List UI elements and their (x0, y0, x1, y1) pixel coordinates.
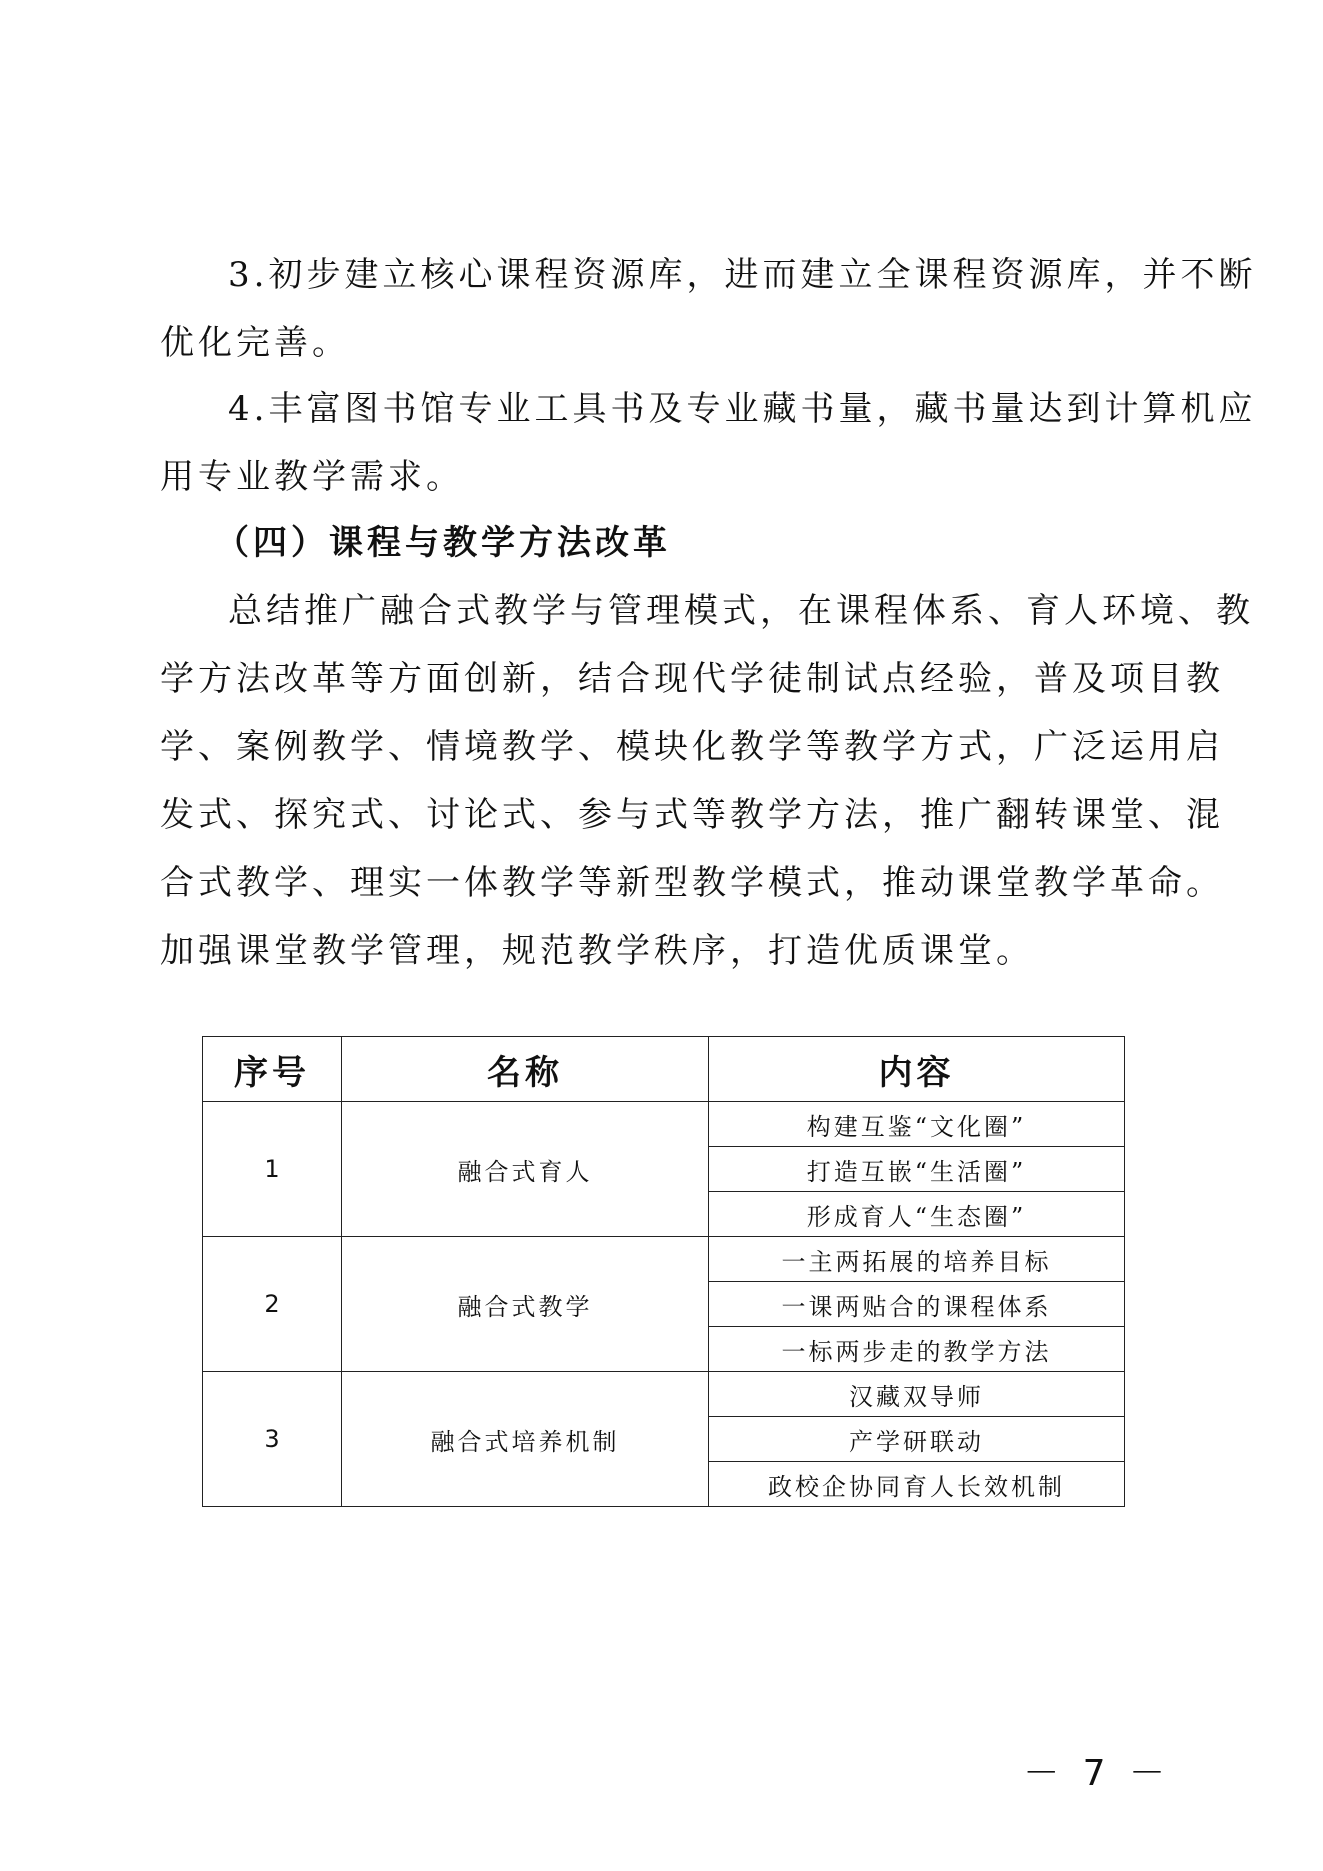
table-row (203, 1102, 1125, 1147)
paragraph-item-3 (160, 241, 1257, 377)
row-seq: 2 (203, 1237, 342, 1372)
page-number: － 7 － (1023, 1753, 1171, 1794)
row-content: 一主两拓展的培养目标 (709, 1237, 1125, 1282)
row-name: 融合式育人 (342, 1102, 709, 1237)
row-content: 构建互鉴“文化圈” (709, 1102, 1125, 1147)
row-name: 融合式教学 (342, 1237, 709, 1372)
row-content: 政校企协同育人长效机制 (709, 1462, 1125, 1507)
header-content: 内容 (709, 1037, 1125, 1102)
body-paragraph (160, 577, 1254, 985)
row-seq: 3 (203, 1372, 342, 1507)
section-heading: （四）课程与教学方法改革 (215, 523, 671, 563)
paragraph-item-4 (160, 375, 1257, 511)
row-content: 一标两步走的教学方法 (709, 1327, 1125, 1372)
table-row (203, 1237, 1125, 1282)
text-line: 用专业教学需求。 (160, 457, 464, 497)
row-seq: 1 (203, 1102, 342, 1237)
row-name: 融合式培养机制 (342, 1372, 709, 1507)
row-content: 汉藏双导师 (709, 1372, 1125, 1417)
text-line: 学方法改革等方面创新，结合现代学徒制试点经验，普及项目教 (160, 659, 1224, 699)
text-line: 优化完善。 (160, 323, 350, 363)
row-content: 一课两贴合的课程体系 (709, 1282, 1125, 1327)
row-content: 形成育人“生态圈” (709, 1192, 1125, 1237)
header-name: 名称 (342, 1037, 709, 1102)
reform-table (202, 1036, 1125, 1507)
text-line: 4.丰富图书馆专业工具书及专业藏书量，藏书量达到计算机应 (228, 389, 1257, 429)
text-line: 发式、探究式、讨论式、参与式等教学方法，推广翻转课堂、混 (160, 795, 1224, 835)
text-line: 合式教学、理实一体教学等新型教学模式，推动课堂教学革命。 (160, 863, 1224, 903)
text-line: 3.初步建立核心课程资源库，进而建立全课程资源库，并不断 (228, 255, 1257, 295)
text-line: 总结推广融合式教学与管理模式，在课程体系、育人环境、教 (228, 591, 1254, 631)
table-header-row (203, 1037, 1125, 1102)
table-row (203, 1372, 1125, 1417)
text-line: 加强课堂教学管理，规范教学秩序，打造优质课堂。 (160, 931, 1034, 971)
header-seq: 序号 (203, 1037, 342, 1102)
row-content: 产学研联动 (709, 1417, 1125, 1462)
row-content: 打造互嵌“生活圈” (709, 1147, 1125, 1192)
text-line: 学、案例教学、情境教学、模块化教学等教学方式，广泛运用启 (160, 727, 1224, 767)
